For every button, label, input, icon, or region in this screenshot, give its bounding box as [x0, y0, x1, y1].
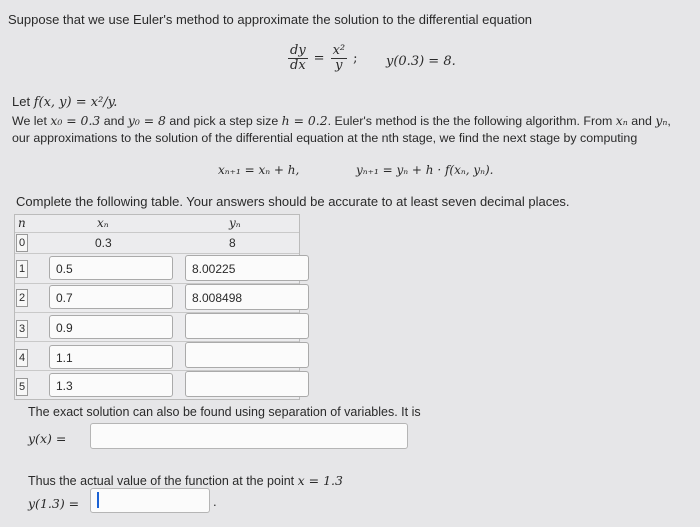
yn-symbol: yₙ: [655, 113, 668, 128]
y0-cell: 8: [229, 236, 236, 250]
exact-solution-input[interactable]: [90, 423, 408, 449]
setup-text: and pick a step size: [165, 114, 282, 128]
x-cell: 0.9: [49, 315, 173, 339]
problem-intro: Suppose that we use Euler's method to approximate the solution to the differential equation: [8, 12, 533, 27]
y-input-1[interactable]: 8.00225: [185, 255, 309, 281]
y-input-3[interactable]: [185, 313, 309, 339]
y-recurrence: yₙ₊₁ = yₙ + h · f(xₙ, yₙ).: [356, 163, 494, 177]
header-n: n: [18, 216, 26, 230]
setup-line-2: our approximations to the solution of the differential equation at the nth stage, we find the next stage by computing: [12, 131, 638, 145]
step-size: h = 0.2: [281, 113, 328, 128]
y0-value: y₀ = 8: [127, 113, 166, 128]
row-index: 4: [16, 349, 28, 367]
header-xn: xₙ: [97, 216, 109, 230]
rhs-denominator: y: [335, 58, 343, 73]
derivative-fraction: [288, 44, 308, 73]
table-instructions: Complete the following table. Your answers should be accurate to at least seven decimal places.: [16, 194, 570, 209]
setup-text: ,: [667, 114, 671, 128]
equals-sign: =: [313, 51, 325, 66]
x0-value: x₀ = 0.3: [50, 113, 101, 128]
x-cell: 0.5: [49, 256, 173, 280]
actual-value-prefix: Thus the actual value of the function at the point: [28, 474, 298, 488]
setup-text: We let: [12, 114, 51, 128]
row-index: 2: [16, 289, 28, 307]
euler-table: [14, 214, 300, 400]
trailing-period: .: [213, 494, 217, 509]
differential-equation: [288, 44, 358, 73]
evaluation-point: x = 1.3: [297, 473, 343, 488]
x-cell: 1.1: [49, 345, 173, 369]
let-line: [12, 94, 117, 110]
x0-cell: 0.3: [95, 236, 112, 250]
y-input-2[interactable]: 8.008498: [185, 284, 309, 310]
text-cursor: [97, 492, 99, 508]
setup-text: and: [627, 114, 656, 128]
setup-text: . Euler's method is the the following algorithm. From: [327, 114, 616, 128]
x-recurrence: xₙ₊₁ = xₙ + h,: [218, 163, 300, 177]
y-input-4[interactable]: [185, 342, 309, 368]
rhs-numerator: x²: [332, 43, 346, 58]
xn-symbol: xₙ: [615, 113, 628, 128]
actual-value-text: [28, 473, 343, 488]
exact-solution-text: The exact solution can also be found using separation of variables. It is: [28, 405, 421, 419]
equation-semicolon: ;: [353, 51, 358, 66]
row-index: 1: [16, 260, 28, 278]
actual-value-label: y(1.3) =: [28, 496, 80, 511]
row-index: 0: [16, 234, 28, 252]
function-definition: f(x, y) = x²/y.: [33, 95, 118, 110]
actual-value-input[interactable]: [90, 488, 210, 513]
exact-solution-label: y(x) =: [28, 431, 67, 446]
derivative-numerator: dy: [290, 43, 306, 58]
let-prefix: Let: [12, 94, 34, 109]
derivative-denominator: dx: [290, 58, 306, 73]
row-index: 3: [16, 320, 28, 338]
y-input-5[interactable]: [185, 371, 309, 397]
header-yn: yₙ: [229, 216, 241, 230]
setup-line-1: [12, 113, 696, 128]
setup-text: and: [100, 114, 128, 128]
x-cell: 1.3: [49, 373, 173, 397]
x-cell: 0.7: [49, 285, 173, 309]
row-index: 5: [16, 378, 28, 396]
rhs-fraction: [331, 44, 348, 73]
initial-condition: y(0.3) = 8.: [386, 54, 456, 69]
